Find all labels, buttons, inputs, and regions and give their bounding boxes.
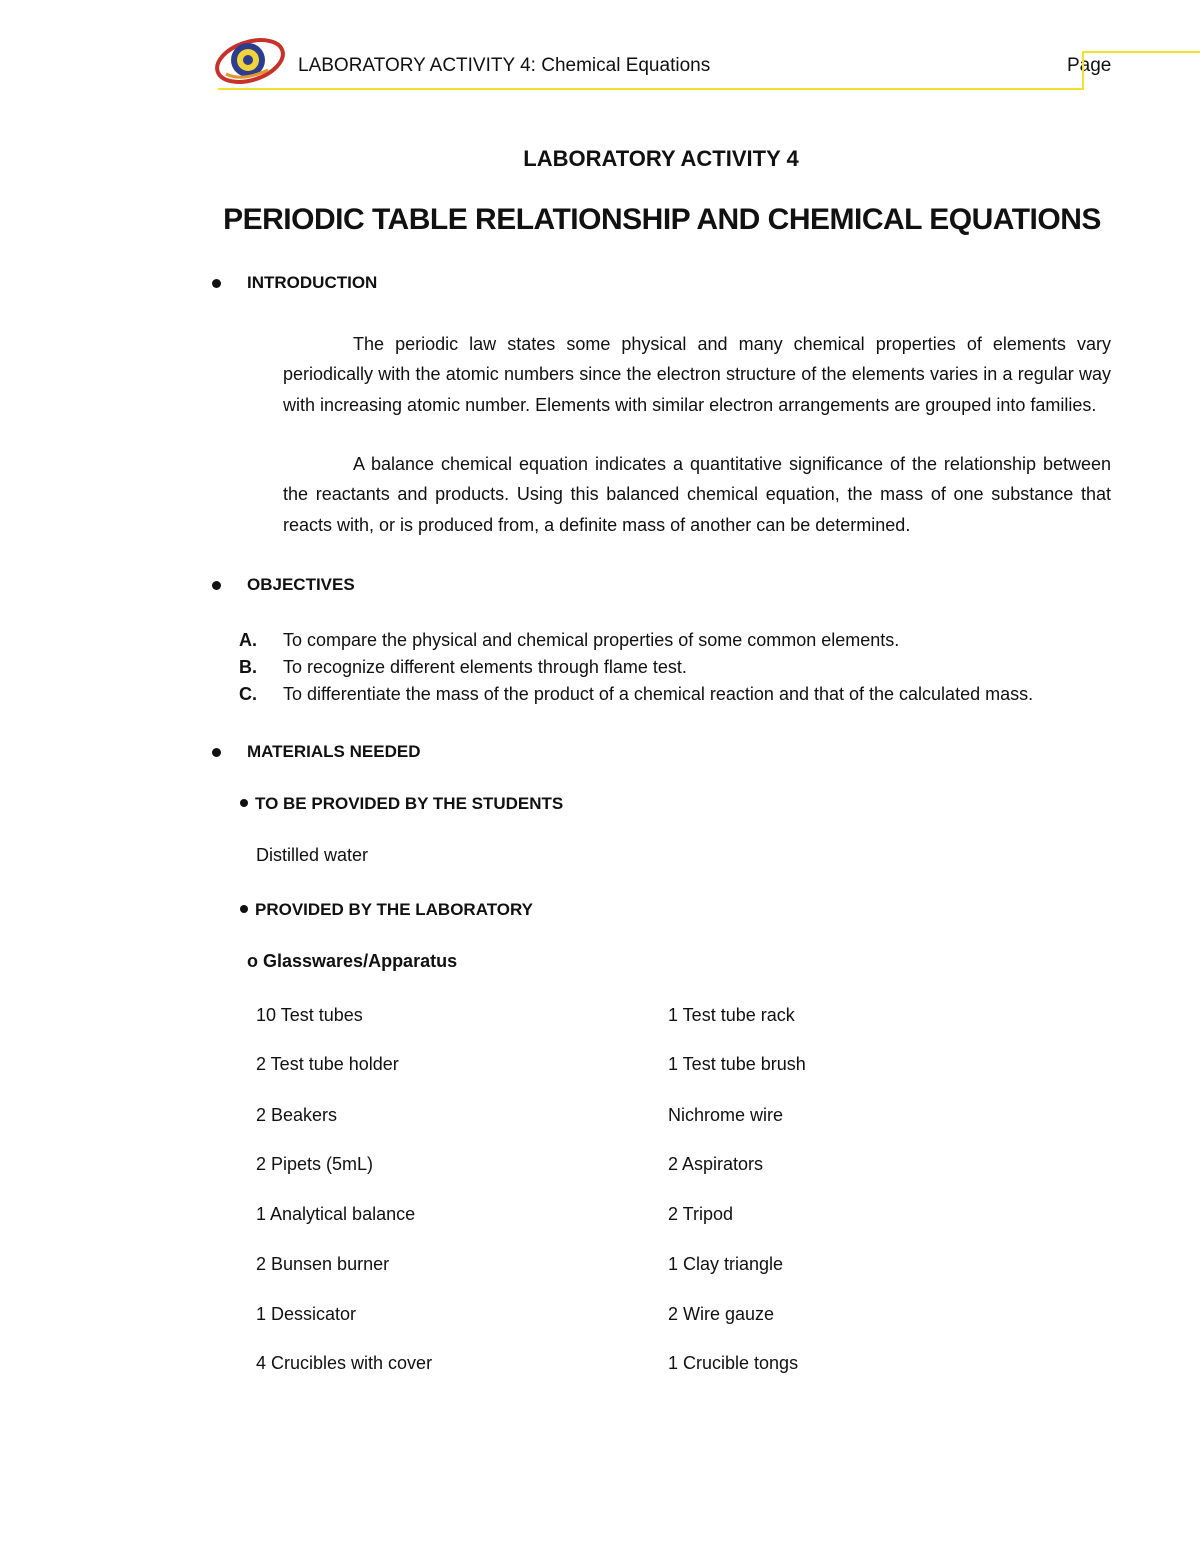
lab-subheading bbox=[240, 900, 533, 920]
glassware-item: 10 Test tubes bbox=[256, 1005, 363, 1025]
bullet-icon bbox=[240, 799, 248, 807]
glassware-item: 2 Bunsen burner bbox=[256, 1254, 390, 1274]
objective-text: To recognize different elements through flame test. bbox=[283, 657, 687, 677]
glassware-item: 1 Test tube brush bbox=[668, 1054, 806, 1074]
glassware-item: 4 Crucibles with cover bbox=[256, 1353, 433, 1373]
glassware-item: 2 Pipets (5mL) bbox=[256, 1154, 374, 1174]
header-title: LABORATORY ACTIVITY 4: Chemical Equations bbox=[298, 55, 711, 76]
introduction-paragraph-2: A balance chemical equation indicates a quantitative significance of the relationship between the reactants and products. Using this balanced chemical equation, the mass of one substance that reacts with, or is produced from, a definite mass of another can be determined. bbox=[283, 454, 1111, 535]
bullet-icon bbox=[212, 581, 221, 590]
document-title: PERIODIC TABLE RELATIONSHIP AND CHEMICAL EQUATIONS bbox=[223, 203, 1101, 236]
students-subheading-label: TO BE PROVIDED BY THE STUDENTS bbox=[255, 794, 564, 813]
glassware-item: 1 Clay triangle bbox=[668, 1254, 784, 1274]
lab-subheading-label: PROVIDED BY THE LABORATORY bbox=[255, 900, 534, 919]
glassware-item: 1 Test tube rack bbox=[668, 1005, 795, 1025]
objective-text: To compare the physical and chemical properties of some common elements. bbox=[283, 630, 900, 650]
header-rule bbox=[218, 88, 1084, 90]
document-subtitle: LABORATORY ACTIVITY 4 bbox=[523, 146, 799, 171]
header-page-label: Page bbox=[1067, 55, 1112, 76]
students-subheading bbox=[240, 794, 563, 814]
objective-letter: A. bbox=[239, 630, 257, 650]
student-material-item: Distilled water bbox=[256, 845, 369, 865]
objective-letter: C. bbox=[239, 684, 257, 704]
objectives-heading: OBJECTIVES bbox=[247, 575, 355, 594]
bullet-icon bbox=[212, 279, 221, 288]
objective-letter: B. bbox=[239, 657, 257, 677]
glassware-item: 1 Analytical balance bbox=[256, 1204, 416, 1224]
introduction-paragraph-1: The periodic law states some physical and many chemical properties of elements vary periodically with the atomic numbers since the electron structure of the elements varies in a regular way with increasing atomic number. Elements with similar electron arrangements are grouped into families. bbox=[283, 334, 1111, 415]
glassware-item: 1 Crucible tongs bbox=[668, 1353, 799, 1373]
bullet-icon bbox=[212, 748, 221, 757]
glassware-heading: o Glasswares/Apparatus bbox=[247, 951, 458, 971]
glassware-item: 2 Wire gauze bbox=[668, 1304, 775, 1324]
header-rule-top bbox=[1082, 51, 1200, 53]
header-rule-corner bbox=[1082, 51, 1084, 89]
objective-text: To differentiate the mass of the product of a chemical reaction and that of the calculated mass. bbox=[283, 684, 1034, 704]
bullet-icon bbox=[240, 905, 248, 913]
glassware-item: 2 Tripod bbox=[668, 1204, 734, 1224]
glassware-item: 2 Test tube holder bbox=[256, 1054, 399, 1074]
introduction-heading: INTRODUCTION bbox=[247, 273, 378, 292]
materials-heading: MATERIALS NEEDED bbox=[247, 742, 421, 761]
school-logo bbox=[212, 30, 290, 90]
glassware-item: 1 Dessicator bbox=[256, 1304, 357, 1324]
glassware-item: Nichrome wire bbox=[668, 1105, 784, 1125]
glassware-item: 2 Beakers bbox=[256, 1105, 338, 1125]
glassware-item: 2 Aspirators bbox=[668, 1154, 764, 1174]
